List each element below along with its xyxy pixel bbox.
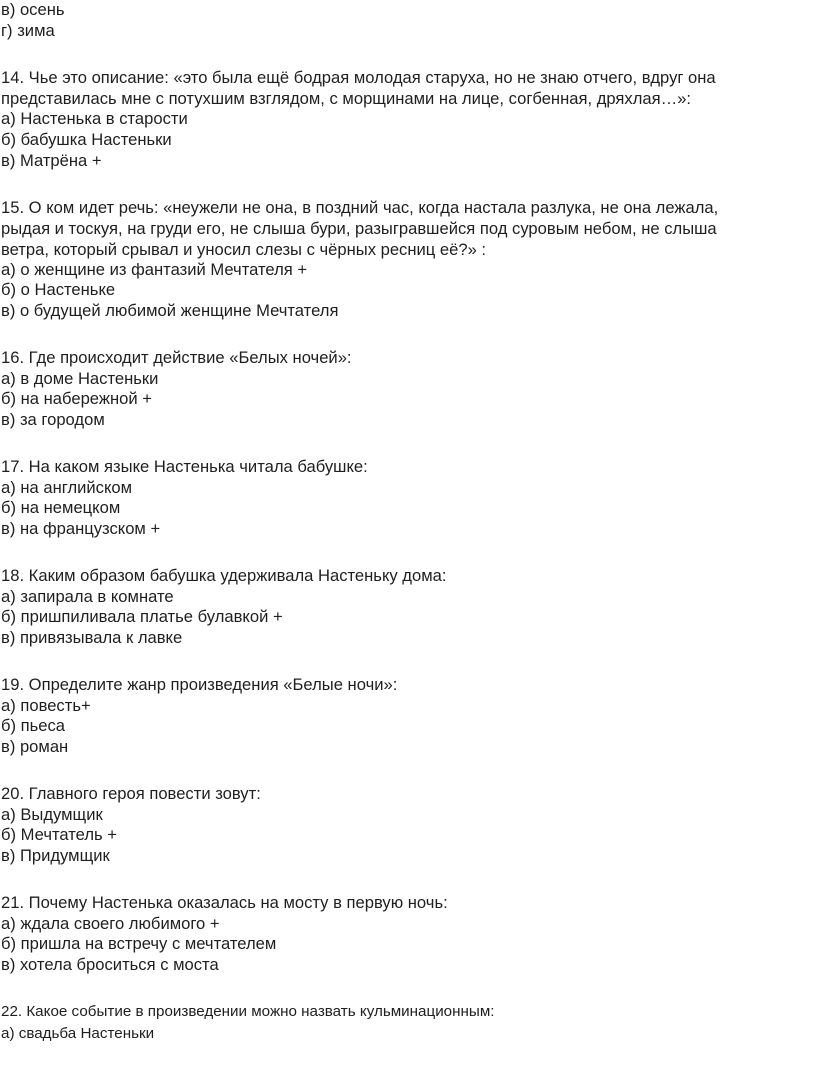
question-21-text: 21. Почему Настенька оказалась на мосту в первую ночь:	[1, 893, 448, 912]
answer-option: б) пьеса	[1, 716, 66, 735]
answer-option: а) на английском	[1, 478, 133, 497]
question-18-text: 18. Каким образом бабушка удерживала Настеньку дома:	[1, 566, 447, 585]
answer-option: а) запирала в комнате	[1, 587, 174, 606]
answer-option: б) бабушка Настеньки	[1, 130, 172, 149]
question-15-text: рыдая и тоскуя, на груди его, не слыша бури, разыгравшейся под суровым небом, не слыша	[1, 219, 717, 238]
answer-option: в) хотела броситься с моста	[1, 955, 219, 974]
answer-option: б) о Настеньке	[1, 280, 116, 299]
answer-option: в) о будущей любимой женщине Мечтателя	[1, 301, 339, 320]
answer-option: а) в доме Настеньки	[1, 369, 159, 388]
answer-option: в) роман	[1, 737, 69, 756]
question-14-text: представилась мне с потухшим взглядом, с морщинами на лице, согбенная, дряхлая…»:	[1, 89, 692, 108]
answer-option: а) о женщине из фантазий Мечтателя +	[1, 260, 308, 279]
answer-option: а) свадьба Настеньки	[1, 1025, 155, 1042]
answer-option: б) пришпиливала платье булавкой +	[1, 607, 283, 626]
answer-option: б) Мечтатель +	[1, 825, 117, 844]
question-14-text: 14. Чье это описание: «это была ещё бодрая молодая старуха, но не знаю отчего, вдруг она	[1, 68, 716, 87]
question-20-text: 20. Главного героя повести зовут:	[1, 784, 261, 803]
answer-option: г) зима	[1, 21, 55, 40]
question-15-text: 15. О ком идет речь: «неужели не она, в поздний час, когда настала разлука, не она лежала,	[1, 198, 719, 217]
question-19-text: 19. Определите жанр произведения «Белые ночи»:	[1, 675, 398, 694]
answer-option: а) ждала своего любимого +	[1, 914, 220, 933]
answer-option: в) осень	[1, 0, 65, 19]
answer-option: б) на набережной +	[1, 389, 152, 408]
answer-option: в) привязывала к лавке	[1, 628, 183, 647]
question-17-text: 17. На каком языке Настенька читала бабушке:	[1, 457, 368, 476]
answer-option: а) повесть+	[1, 696, 91, 715]
answer-option: б) пришла на встречу с мечтателем	[1, 934, 277, 953]
answer-option: в) Матрёна +	[1, 151, 102, 170]
answer-option: в) на французском +	[1, 519, 161, 538]
answer-option: а) Настенька в старости	[1, 109, 188, 128]
answer-option: в) Придумщик	[1, 846, 110, 865]
question-16-text: 16. Где происходит действие «Белых ночей»:	[1, 348, 352, 367]
answer-option: б) на немецком	[1, 498, 121, 517]
question-22-text: 22. Какое событие в произведении можно назвать кульминационным:	[1, 1003, 495, 1020]
question-15-text: ветра, который срывал и уносил слезы с чёрных ресниц её?» :	[1, 240, 487, 259]
answer-option: а) Выдумщик	[1, 805, 103, 824]
answer-option: в) за городом	[1, 410, 105, 429]
